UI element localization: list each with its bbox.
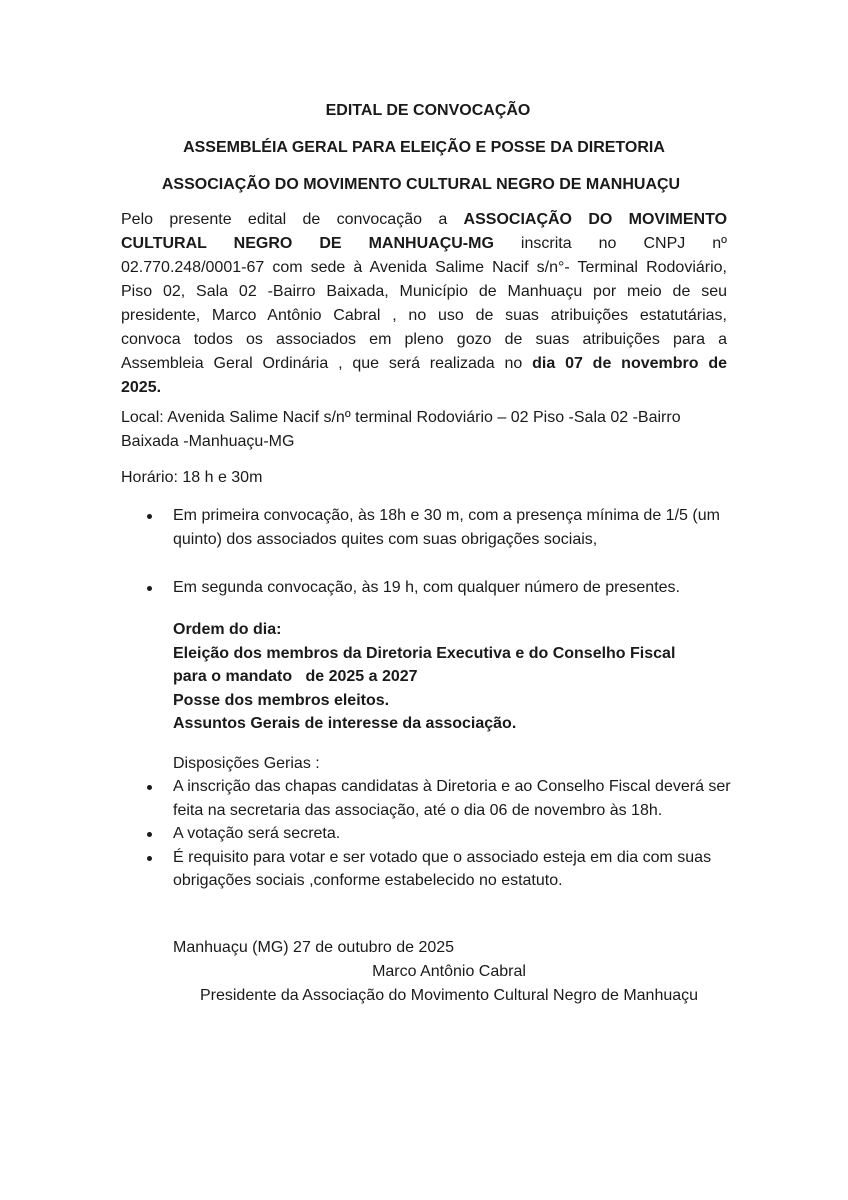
intro-org-name-bold: CULTURAL NEGRO DE MANHUAÇU-MG: [121, 235, 494, 252]
intro-org-name-bold: ASSOCIAÇÃO DO MOVIMENTO: [463, 211, 728, 228]
intro-line: 02.770.248/0001-67 com sede à Avenida Salime Nacif s/n°- Terminal Rodoviário,: [121, 259, 727, 276]
bullet-icon: [147, 856, 152, 861]
list-item: [121, 576, 741, 600]
schedule-text: Horário: 18 h e 30m: [121, 469, 263, 486]
convocation-text: Em segunda convocação, às 19 h, com qualquer número de presentes.: [173, 579, 680, 596]
bullet-icon: [147, 832, 152, 837]
meeting-date-bold: dia 07 de novembro de: [532, 355, 727, 372]
location-text: Local: Avenida Salime Nacif s/nº terminal Rodoviário – 02 Piso -Sala 02 -Bairro Baixada -Manhuaçu-MG: [121, 409, 681, 450]
provision-text: A votação será secreta.: [173, 825, 341, 842]
document-title: EDITAL DE CONVOCAÇÃO: [325, 102, 531, 119]
provision-text: É requisito para votar e ser votado que o associado esteja em dia com suas obrigações sociais ,conforme estabelecido no estatuto.: [173, 848, 712, 889]
provisions-list: [121, 775, 741, 893]
intro-line: [121, 352, 727, 376]
document-subtitle: ASSEMBLÉIA GERAL PARA ELEIÇÃO E POSSE DA DIRETORIA: [183, 139, 665, 156]
agenda-item-continued: para o mandato de 2025 a 2027: [173, 668, 418, 685]
signatory-name: Marco Antônio Cabral: [372, 963, 526, 980]
organization-heading: ASSOCIAÇÃO DO MOVIMENTO CULTURAL NEGRO DE MANHUAÇU: [161, 176, 681, 193]
list-item: [121, 846, 741, 893]
agenda-item: Eleição dos membros da Diretoria Executiva e do Conselho Fiscal: [173, 644, 676, 662]
intro-line: [121, 232, 727, 256]
list-item: [121, 822, 741, 846]
intro-paragraph: [121, 208, 727, 400]
agenda-heading: Ordem do dia:: [173, 621, 282, 638]
meeting-year-bold: 2025.: [121, 379, 162, 396]
signatory-role: Presidente da Associação do Movimento Cultural Negro de Manhuaçu: [199, 987, 699, 1004]
list-item: [121, 504, 741, 552]
intro-line: convoca todos os associados em pleno gozo de suas atribuições para a: [121, 331, 727, 348]
list-item: [121, 775, 741, 822]
agenda-section: [173, 618, 753, 736]
provision-text: A inscrição das chapas candidatas à Diretoria e ao Conselho Fiscal deverá ser feita na secretaria das associação, até o dia 06 de novembro às 18h.: [173, 778, 731, 819]
agenda-item: Assuntos Gerais de interesse da associação.: [173, 715, 517, 732]
intro-line: Piso 02, Sala 02 -Bairro Baixada, Município de Manhuaçu por meio de seu: [121, 283, 727, 300]
intro-text: inscrita no CNPJ nº: [493, 235, 727, 252]
convocation-text: Em primeira convocação, às 18h e 30 m, com a presença mínima de 1/5 (um quinto) dos associados quites com suas obrigações sociais,: [173, 507, 720, 548]
agenda-item: Posse dos membros eleitos.: [173, 691, 390, 709]
intro-text: Pelo presente edital de convocação a: [121, 211, 464, 228]
bullet-icon: [147, 514, 152, 519]
convocation-list: [121, 504, 741, 600]
intro-line: [121, 208, 727, 232]
bullet-icon: [147, 586, 152, 591]
intro-line: presidente, Marco Antônio Cabral , no uso de suas atribuições estatutárias,: [121, 307, 727, 324]
place-and-date: Manhuaçu (MG) 27 de outubro de 2025: [173, 939, 455, 956]
intro-line: [121, 376, 727, 400]
provisions-label: Disposições Gerias :: [173, 755, 320, 772]
bullet-icon: [147, 785, 152, 790]
intro-text: Assembleia Geral Ordinária , que será realizada no: [121, 355, 533, 372]
